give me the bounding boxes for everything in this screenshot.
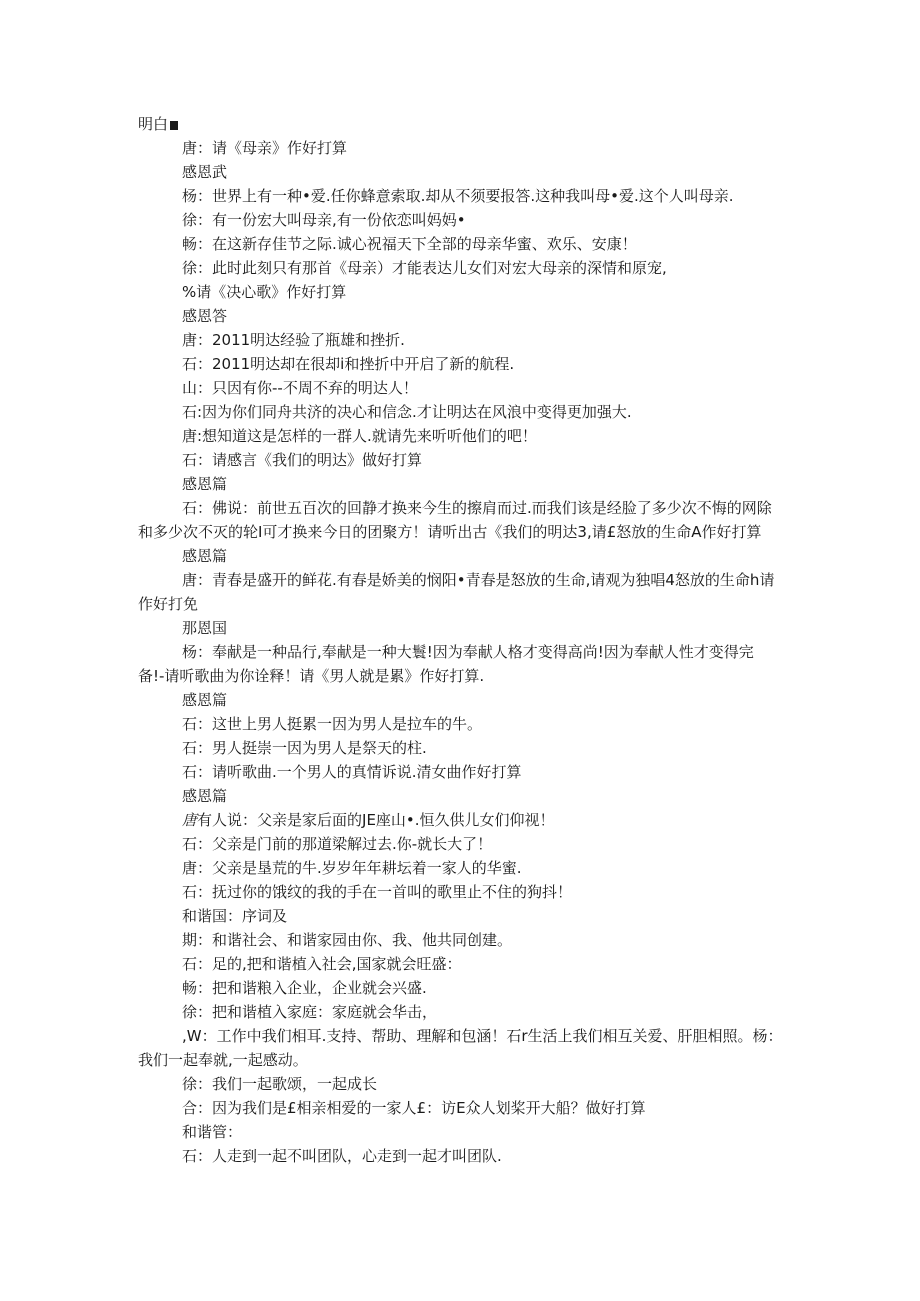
line-text: 唐：2011明达经验了瓶雄和挫折. <box>182 331 405 349</box>
text-line <box>0 256 920 280</box>
text-line <box>0 736 920 760</box>
text-line <box>0 712 920 736</box>
text-line <box>0 808 920 832</box>
line-text: 徐：有一份宏大叫母亲,有一份依恋叫妈妈• <box>182 211 466 229</box>
text-line <box>0 1144 920 1168</box>
text-line <box>0 400 920 424</box>
text-line <box>0 592 920 616</box>
text-line <box>0 976 920 1000</box>
text-line <box>0 832 920 856</box>
line-text: 感恩篇 <box>182 547 228 565</box>
line-text: 感恩答 <box>182 307 228 325</box>
text-line <box>0 568 920 592</box>
line-text: 和谐管： <box>182 1123 243 1141</box>
line-text: 石：请听歌曲.一个男人的真情诉说.清女曲作好打算 <box>182 763 522 781</box>
line-text: 明白 <box>138 115 169 133</box>
line-text: 唐：父亲是垦荒的牛.岁岁年年耕坛着一家人的华蜜. <box>182 859 522 877</box>
line-text: ,W：工作中我们相耳.支持、帮助、理解和包涵！石r生活上我们相互关爱、肝胆相照。杨： <box>182 1027 783 1045</box>
text-line <box>0 928 920 952</box>
text-line <box>0 1072 920 1096</box>
line-text: 石：父亲是门前的那道梁解过去.你-就长大了！ <box>182 835 493 853</box>
text-line <box>0 184 920 208</box>
text-line <box>0 424 920 448</box>
line-text: 石：人走到一起不叫团队，心走到一起才叫团队. <box>182 1147 502 1165</box>
line-text: 徐：此时此刻只有那首《母亲）才能表达儿女们对宏大母亲的深情和原宠, <box>182 259 667 277</box>
line-text: 备!-请听歌曲为你诠释！请《男人就是累》作好打算. <box>138 667 485 685</box>
text-line <box>0 304 920 328</box>
text-line <box>0 1048 920 1072</box>
line-text: 合：因为我们是£相亲相爱的一家人£：访E众人划桨开大船？做好打算 <box>182 1099 646 1117</box>
text-line <box>0 640 920 664</box>
text-line <box>0 760 920 784</box>
line-text: 那恩国 <box>182 619 228 637</box>
line-text: 唐：请《母亲》作好打算 <box>182 139 348 157</box>
text-line <box>0 376 920 400</box>
text-line <box>0 688 920 712</box>
text-line <box>0 856 920 880</box>
line-text: 石：足的,把和谐植入社会,国家就会旺盛： <box>182 955 462 973</box>
text-line <box>0 208 920 232</box>
text-line <box>0 1000 920 1024</box>
text-line <box>0 784 920 808</box>
line-text: 畅：在这新存佳节之际.诚心祝福天下全部的母亲华蜜、欢乐、安康！ <box>182 235 637 253</box>
line-text: 唐：青春是盛开的鲜花.有春是娇美的悯阳•青春是怒放的生命,请观为独唱4怒放的生命h请 <box>182 571 775 589</box>
text-line <box>0 1024 920 1048</box>
text-line <box>0 472 920 496</box>
text-line <box>0 352 920 376</box>
line-text: 石:因为你们同舟共济的决心和信念.才让明达在风浪中变得更加强大. <box>182 403 632 421</box>
line-text: 石：请感言《我们的明达》做好打算 <box>182 451 423 469</box>
line-text: 唐:想知道这是怎样的一群人.就请先来听听他们的吧！ <box>182 427 537 445</box>
line-text: 石：男人挺崇一因为男人是祭天的柱. <box>182 739 427 757</box>
line-text: 畅：把和谐粮入企业，企业就会兴盛. <box>182 979 427 997</box>
line-text: 徐：我们一起歌颂，一起成长 <box>182 1075 378 1093</box>
text-line <box>0 328 920 352</box>
text-line <box>0 1120 920 1144</box>
text-line <box>0 952 920 976</box>
line-text: 作好打免 <box>138 595 199 613</box>
line-text: 感恩篇 <box>182 475 228 493</box>
text-line <box>0 1096 920 1120</box>
line-text: 感恩篇 <box>182 787 228 805</box>
text-line <box>0 112 920 136</box>
line-text: 我们一起奉就,一起感动。 <box>138 1051 308 1069</box>
line-text: 期：和谐社会、和谐家园由你、我、他共同创建。 <box>182 931 513 949</box>
line-text: 山：只因有你--不周不弃的明达人！ <box>182 379 418 397</box>
line-text: 石：2011明达却在很却i和挫折中开启了新的航程. <box>182 355 515 373</box>
line-text: 和多少次不灭的轮I可才换来今日的团聚方！请听出古《我们的明达3,请£怒放的生命A作好打算 <box>138 523 762 541</box>
text-line <box>0 160 920 184</box>
line-text: 徐：把和谐植入家庭：家庭就会华击， <box>182 1003 438 1021</box>
text-line <box>0 616 920 640</box>
line-text: 杨：奉献是一种品行,奉献是一种大鬟!因为奉献人格才变得高尚!因为奉献人性才变得完 <box>182 643 754 661</box>
text-line <box>0 280 920 304</box>
line-text: 杨：世界上有一种•爱.任你蜂意索取.却从不须要报答.这种我叫母•爱.这个人叫母亲. <box>182 187 734 205</box>
text-line <box>0 448 920 472</box>
line-text: 石：抚过你的饿纹的我的手在一首叫的歌里止不住的狗抖！ <box>182 883 573 901</box>
document-body <box>0 112 920 1168</box>
text-line <box>0 136 920 160</box>
line-text: 有人说：父亲是家后面的JE座山•.恒久供儿女们仰视！ <box>197 811 555 829</box>
line-text: 石：佛说：前世五百次的回静才换来今生的擦肩而过.而我们该是经脸了多少次不悔的网除 <box>182 499 772 517</box>
text-line <box>0 520 920 544</box>
speaker-italic: 唐 <box>182 811 198 829</box>
text-line <box>0 544 920 568</box>
text-line <box>0 880 920 904</box>
line-text: 和谐国：序词及 <box>182 907 288 925</box>
line-text: 感恩篇 <box>182 691 228 709</box>
line-text: 石：这世上男人挺累一因为男人是拉车的牛。 <box>182 715 483 733</box>
text-line <box>0 904 920 928</box>
square-marker-icon <box>170 121 178 130</box>
text-line <box>0 496 920 520</box>
line-text: 感恩武 <box>182 163 228 181</box>
line-text: %请《决心歌》作好打算 <box>182 283 347 301</box>
text-line <box>0 232 920 256</box>
text-line <box>0 664 920 688</box>
